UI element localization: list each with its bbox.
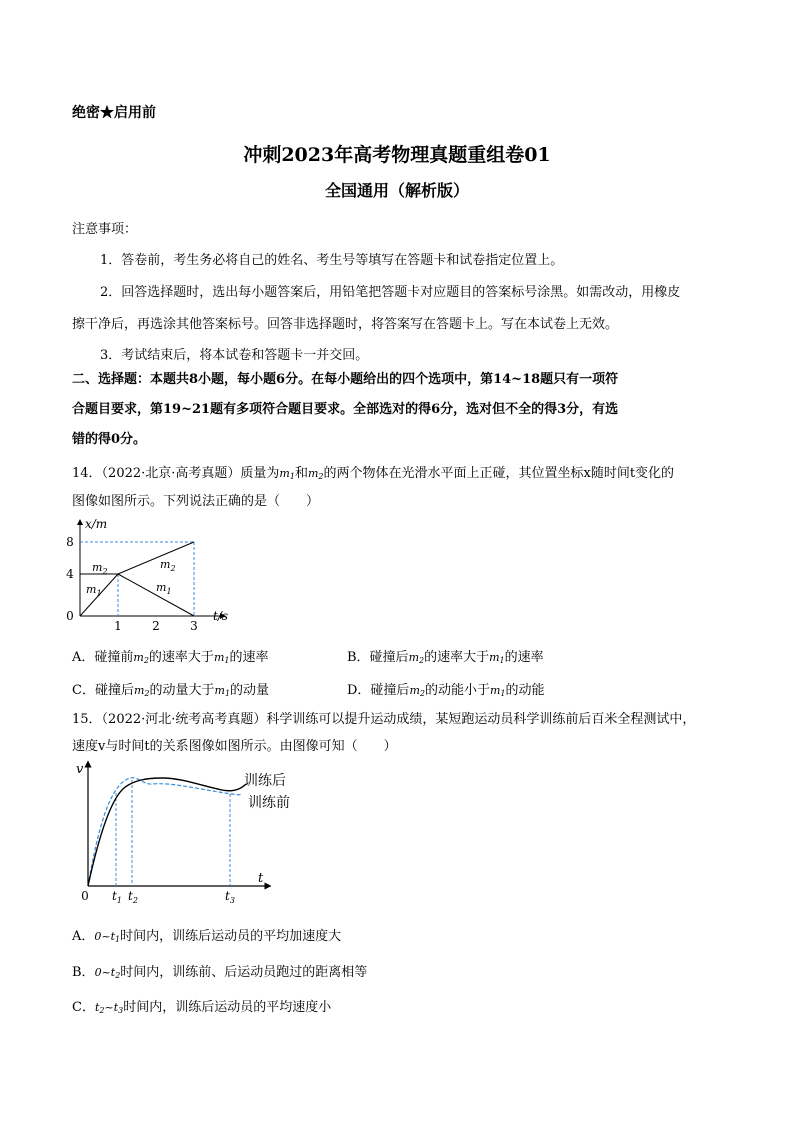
q14-ytick-0: 0 bbox=[66, 609, 74, 623]
q14-symbol-m2: $m_2$ bbox=[307, 467, 324, 481]
q14-label-m2-after: $m_2$ bbox=[160, 558, 176, 573]
note-item-2-cont: 擦干净后，再选涂其他答案标号。回答非选择题时，将答案写在答题卡上。写在本试卷上无效。 bbox=[72, 317, 619, 332]
q14-label-m2-before: $m_2$ bbox=[92, 561, 108, 576]
q15-stem-line2: 速度v与时间t的关系图像如图所示。由图像可知（ ） bbox=[72, 739, 397, 754]
q14-symbol-m1: $m_1$ bbox=[279, 467, 295, 481]
q14-option-d[interactable]: D．碰撞后$m_2$的动能小于$m_1$的动能 bbox=[347, 683, 545, 698]
page-subtitle: 全国通用（解析版） bbox=[324, 181, 469, 200]
note-item-3: 3．考试结束后，将本试卷和答题卡一并交回。 bbox=[100, 348, 369, 363]
q14-stem: 14．（2022·北京·高考真题）质量为$m_1$和$m_2$的两个物体在光滑水平面上正碰，其位置坐标x随时间t变化的 bbox=[72, 466, 675, 481]
q15-curve-after bbox=[88, 778, 246, 886]
q15-y-axis-label: v bbox=[76, 762, 84, 777]
q15-tick-t1: $t_1$ bbox=[112, 889, 122, 905]
q14-label-m1-before: $m_1$ bbox=[86, 583, 102, 598]
q15-stem: 15．（2022·河北·统考高考真题）科学训练可以提升运动成绩，某短跑运动员科学训练前后百米全程测试中， bbox=[72, 712, 696, 727]
q15-curve-before bbox=[88, 778, 242, 886]
q14-y-axis-label: x/m bbox=[85, 517, 108, 531]
section-line-2: 合题目要求，第19~21题有多项符合题目要求。全部选对的得6分，选对但不全的得3分，有选 bbox=[72, 402, 619, 417]
q15-option-c[interactable]: C．$t_2\sim t_3$时间内，训练后运动员的平均速度小 bbox=[72, 1000, 332, 1015]
note-item-2: 2．回答选择题时，选出每小题答案后，用铅笔把答题卡对应题目的答案标号涂黑。如需改动，用橡皮 bbox=[100, 285, 681, 300]
q15-option-a[interactable]: A．$0\sim t_1$时间内，训练后运动员的平均加速度大 bbox=[72, 929, 342, 944]
q14-ytick-8: 8 bbox=[66, 535, 74, 549]
q14-xt-graph bbox=[58, 516, 258, 636]
q14-stem-line2: 图像如图所示。下列说法正确的是（ ） bbox=[72, 494, 320, 509]
q14-xtick-1: 1 bbox=[114, 619, 122, 633]
q15-tick-t2: $t_2$ bbox=[128, 889, 138, 905]
q15-origin: 0 bbox=[81, 889, 89, 903]
note-item-1: 1．答卷前，考生务必将自己的姓名、考生号等填写在答题卡和试卷指定位置上。 bbox=[100, 253, 564, 268]
q14-label-m1-after: $m_1$ bbox=[156, 581, 172, 596]
q14-xtick-3: 3 bbox=[190, 619, 198, 633]
q15-tick-t3: $t_3$ bbox=[225, 889, 235, 905]
q14-option-c[interactable]: C．碰撞后$m_2$的动量大于$m_1$的动量 bbox=[72, 683, 270, 698]
secret-label: 绝密★启用前 bbox=[72, 105, 156, 121]
q15-vt-graph bbox=[72, 758, 312, 908]
q15-option-b[interactable]: B．$0\sim t_2$时间内，训练前、后运动员跑过的距离相等 bbox=[72, 965, 368, 980]
q15-label-after: 训练后 bbox=[244, 773, 286, 789]
q14-x-axis-label: t/s bbox=[213, 609, 229, 623]
q14-option-b[interactable]: B．碰撞后$m_2$的速率大于$m_1$的速率 bbox=[347, 650, 544, 665]
q14-option-a[interactable]: A．碰撞前$m_2$的速率大于$m_1$的速率 bbox=[72, 650, 269, 665]
notes-heading: 注意事项： bbox=[72, 222, 138, 237]
page-title: 冲刺2023年高考物理真题重组卷01 bbox=[243, 144, 551, 166]
q14-ytick-4: 4 bbox=[66, 567, 74, 581]
section-line-1: 二、选择题：本题共8小题，每小题6分。在每小题给出的四个选项中，第14~18题只有一项符 bbox=[72, 372, 619, 387]
section-line-3: 错的得0分。 bbox=[72, 432, 147, 447]
q14-xtick-2: 2 bbox=[152, 619, 160, 633]
q14-m2-after bbox=[118, 542, 194, 574]
q15-label-before: 训练前 bbox=[248, 795, 290, 811]
q15-x-axis-label: t bbox=[258, 871, 264, 886]
